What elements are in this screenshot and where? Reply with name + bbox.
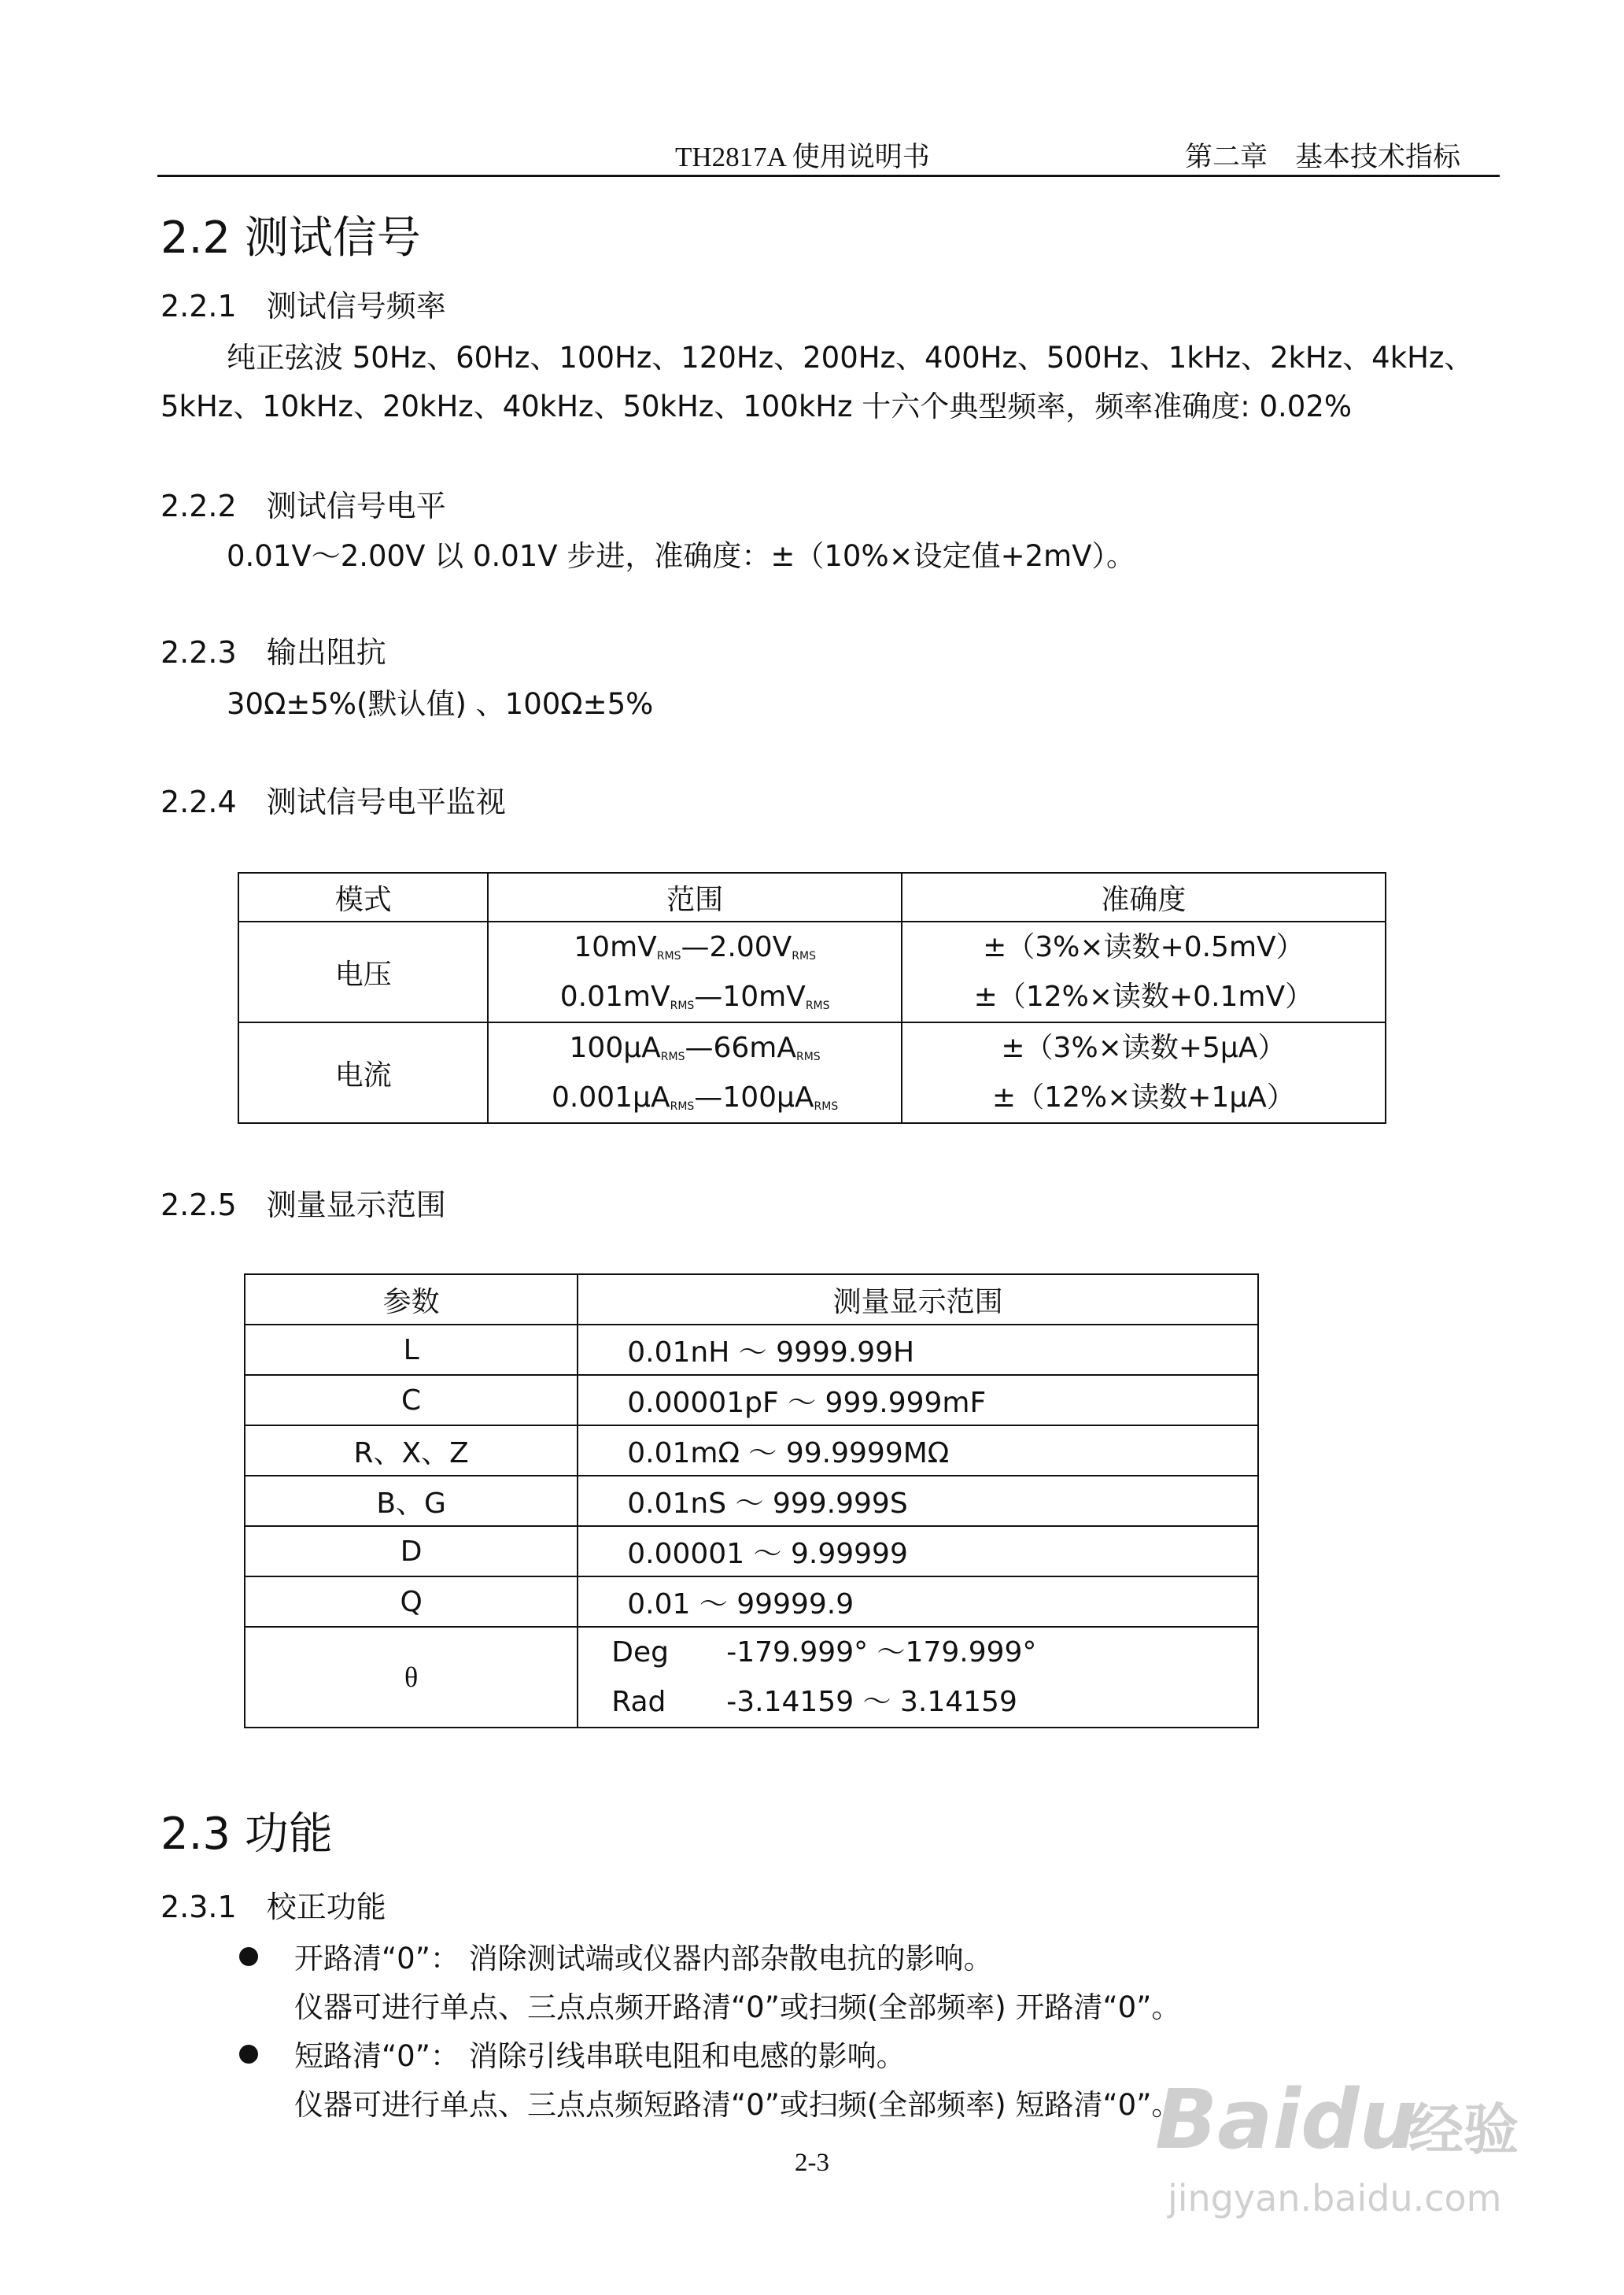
range-table bbox=[244, 1273, 1259, 1728]
range-cell: 0.00001pF ～ 999.999mF bbox=[578, 1375, 1258, 1425]
param-cell: B、G bbox=[245, 1476, 578, 1526]
range-line: $0.01mV_{RMS}—10mV_{RMS}$ bbox=[559, 981, 830, 1013]
table-row bbox=[245, 1476, 1258, 1526]
range-line: $100\mu A_{RMS}—66mA_{RMS}$ bbox=[569, 1032, 821, 1064]
bullet-line: 仪器可进行单点、三点点频短路清“0”或扫频(全部频率) 短路清“0”。 bbox=[294, 2088, 1181, 2122]
param-cell: C bbox=[245, 1375, 578, 1425]
header-chapter: 第二章 基本技术指标 bbox=[1185, 142, 1461, 172]
bullet-line: 开路清“0”： 消除测试端或仪器内部杂散电抗的影响。 bbox=[294, 1942, 993, 1975]
table-row bbox=[238, 1022, 1386, 1123]
subsection-heading: 2.2.2 测试信号电平 bbox=[161, 489, 446, 523]
paragraph-line: 纯正弦波 50Hz、60Hz、100Hz、120Hz、200Hz、400Hz、500Hz、1kHz、2kHz、4kHz、 bbox=[227, 341, 1474, 375]
watermark-label: 经验 bbox=[1408, 2097, 1519, 2162]
subsection-heading: 2.2.4 测试信号电平监视 bbox=[161, 785, 506, 819]
table-row bbox=[245, 1425, 1258, 1476]
accuracy-line: ±（12%×读数+1μA） bbox=[991, 1081, 1295, 1114]
theta-rad-line: Rad -3.14159 ～ 3.14159 bbox=[611, 1686, 1017, 1718]
param-cell: L bbox=[245, 1325, 578, 1375]
subsection-heading: 2.2.1 测试信号频率 bbox=[161, 289, 446, 323]
range-line: $10mV_{RMS}—2.00V_{RMS}$ bbox=[574, 931, 816, 963]
param-cell: Q bbox=[245, 1576, 578, 1627]
subsection-heading: 2.2.5 测量显示范围 bbox=[161, 1188, 446, 1222]
mode-cell: 电压 bbox=[238, 922, 488, 1022]
bullet-line: 仪器可进行单点、三点点频开路清“0”或扫频(全部频率) 开路清“0”。 bbox=[294, 1990, 1181, 2024]
mode-cell: 电流 bbox=[238, 1022, 488, 1123]
range-cell bbox=[488, 1022, 901, 1123]
accuracy-line: ±（3%×读数+5μA） bbox=[1001, 1032, 1286, 1064]
subsection-heading: 2.2.3 输出阻抗 bbox=[161, 635, 386, 670]
accuracy-cell bbox=[902, 1022, 1386, 1123]
header-title: TH2817A 使用说明书 bbox=[675, 142, 930, 172]
watermark-url: jingyan.baidu.com bbox=[1168, 2177, 1502, 2219]
accuracy-line: ±（12%×读数+0.1mV） bbox=[973, 981, 1314, 1013]
table-header-cell: 参数 bbox=[245, 1274, 578, 1325]
range-cell bbox=[488, 922, 901, 1022]
section-heading: 2.2 测试信号 bbox=[161, 213, 421, 264]
param-cell: R、X、Z bbox=[245, 1425, 578, 1476]
range-cell: 0.01 ～ 99999.9 bbox=[578, 1576, 1258, 1627]
theta-deg-line: Deg -179.999° ～179.999° bbox=[611, 1636, 1037, 1669]
accuracy-line: ±（3%×读数+0.5mV） bbox=[983, 931, 1305, 963]
paragraph-line: 5kHz、10kHz、20kHz、40kHz、50kHz、100kHz 十六个典型频率，频率准确度: 0.02% bbox=[161, 390, 1353, 423]
monitor-table bbox=[238, 872, 1386, 1124]
table-row bbox=[245, 1325, 1258, 1375]
bullet-icon bbox=[239, 2045, 258, 2064]
bullet-line: 短路清“0”： 消除引线串联电阻和电感的影响。 bbox=[294, 2039, 906, 2073]
range-cell: 0.01mΩ ～ 99.9999MΩ bbox=[578, 1425, 1258, 1476]
range-line: $0.001\mu A_{RMS}—100\mu A_{RMS}$ bbox=[552, 1081, 839, 1114]
paragraph-line: 30Ω±5%(默认值) 、100Ω±5% bbox=[227, 687, 654, 721]
range-cell bbox=[578, 1627, 1258, 1728]
range-cell: 0.01nH ～ 9999.99H bbox=[578, 1325, 1258, 1375]
subsection-heading: 2.3.1 校正功能 bbox=[161, 1890, 386, 1924]
table-header-cell: 模式 bbox=[238, 873, 488, 922]
page-number: 2-3 bbox=[795, 2149, 829, 2177]
param-cell: θ bbox=[245, 1627, 578, 1728]
param-cell: D bbox=[245, 1526, 578, 1576]
accuracy-cell bbox=[902, 922, 1386, 1022]
paragraph-line: 0.01V～2.00V 以 0.01V 步进，准确度：±（10%×设定值+2mV）。 bbox=[227, 539, 1136, 573]
watermark-logo: Baidu bbox=[1155, 2071, 1418, 2168]
bullet-icon bbox=[239, 1947, 258, 1966]
table-row bbox=[245, 1375, 1258, 1425]
table-header-cell: 范围 bbox=[488, 873, 901, 922]
table-row bbox=[245, 1627, 1258, 1728]
section-heading: 2.3 功能 bbox=[161, 1809, 333, 1860]
table-header-cell: 测量显示范围 bbox=[578, 1274, 1258, 1325]
table-row bbox=[245, 1526, 1258, 1576]
table-row bbox=[238, 922, 1386, 1022]
range-cell: 0.00001 ～ 9.99999 bbox=[578, 1526, 1258, 1576]
header-rule bbox=[157, 175, 1500, 177]
range-cell: 0.01nS ～ 999.999S bbox=[578, 1476, 1258, 1526]
table-row bbox=[245, 1576, 1258, 1627]
table-header-cell: 准确度 bbox=[902, 873, 1386, 922]
